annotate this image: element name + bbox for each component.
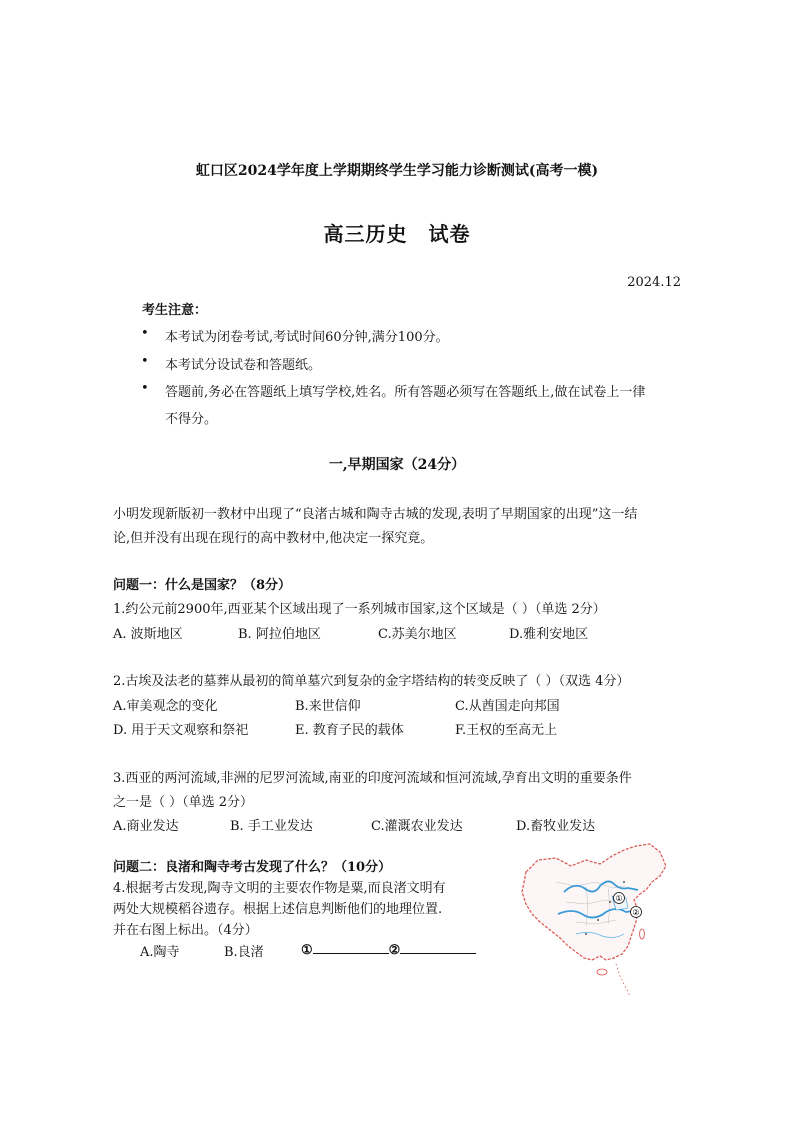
intro-line-1: 小明发现新版初一教材中出现了“良渚古城和陶寺古城的发现,表明了早期国家的出现”这一结 [113, 507, 638, 522]
notice-item-2: 本考试分设试卷和答题纸。 [165, 358, 322, 373]
paper-title: 高三历史 试卷 [323, 222, 471, 246]
notice-item-3: 答题前,务必在答题纸上填写学校,姓名。所有答题必须写在答题纸上,做在试卷上一律 [165, 385, 646, 400]
q2-stem: 2.古埃及法老的墓葬从最初的简单墓穴到复杂的金字塔结构的转变反映了（ ）（双选 4分） [113, 674, 630, 689]
q1-option-a: A. 波斯地区 [113, 627, 183, 642]
blank-marker-2: ② [388, 943, 401, 958]
map-marker-2-label: ② [632, 908, 640, 917]
q1-option-d: D.雅利安地区 [509, 627, 589, 642]
q1-stem: 1.约公元前2900年,西亚某个区域出现了一系列城市国家,这个区域是（ ）（单选 2分） [113, 602, 606, 617]
bullet-icon: • [141, 326, 149, 341]
q2-option-a: A.审美观念的变化 [113, 699, 218, 714]
q1-option-b: B. 阿拉伯地区 [238, 627, 321, 642]
map-marker-1-label: ① [615, 894, 623, 903]
question-group-1-title: 问题一：什么是国家？（8分） [113, 578, 292, 593]
blank-marker-1: ① [301, 943, 313, 958]
intro-line-2: 论,但并没有出现在现行的高中教材中,他决定一探究竟。 [113, 531, 434, 546]
q2-option-c: C.从酋国走向邦国 [455, 699, 560, 714]
q4-option-b: B.良渚 [224, 945, 264, 960]
q4-option-a: A.陶寺 [140, 945, 180, 960]
exam-title: 虹口区2024学年度上学期期终学生学习能力诊断测试(高考一模) [195, 163, 599, 179]
answer-blank-2[interactable] [400, 941, 476, 954]
q3-option-a: A.商业发达 [113, 819, 179, 834]
q4-answer-blanks [301, 941, 476, 958]
q3-stem-line-1: 3.西亚的两河流域,非洲的尼罗河流域,南亚的印度河流域和恒河流域,孕育出文明的重要条件 [113, 771, 632, 786]
q4-line-1: 4.根据考古发现,陶寺文明的主要农作物是粟,而良渚文明有 [113, 881, 446, 896]
china-map [516, 842, 680, 998]
q2-option-b: B.来世信仰 [295, 699, 361, 714]
q3-option-c: C.灌溉农业发达 [371, 819, 463, 834]
q4-line-2: 两处大规模稻谷遗存。根据上述信息判断他们的地理位置. [113, 902, 443, 917]
section-title: 一,早期国家（24分） [328, 457, 466, 473]
q3-stem-line-2: 之一是（ ）（单选 2分） [113, 795, 254, 810]
q2-option-f: F.王权的至高无上 [455, 723, 558, 738]
q2-option-e: E. 教育子民的载体 [295, 723, 404, 738]
bullet-icon: • [141, 381, 149, 396]
notice-title: 考生注意： [142, 303, 208, 318]
map-border [522, 844, 666, 960]
notice-item-1: 本考试为闭卷考试,考试时间60分钟,满分100分。 [165, 330, 449, 345]
question-group-2-title: 问题二：良渚和陶寺考古发现了什么？（10分） [113, 860, 392, 875]
q4-line-3: 并在右图上标出。（4分） [113, 923, 258, 938]
answer-blank-1[interactable] [313, 941, 389, 954]
q3-option-d: D.畜牧业发达 [516, 819, 596, 834]
q3-option-b: B. 手工业发达 [230, 819, 313, 834]
q1-option-c: C.苏美尔地区 [378, 627, 457, 642]
bullet-icon: • [141, 354, 149, 369]
notice-item-3-cont: 不得分。 [165, 412, 218, 427]
q2-option-d: D. 用于天文观察和祭祀 [113, 723, 249, 738]
exam-date: 2024.12 [627, 275, 681, 290]
